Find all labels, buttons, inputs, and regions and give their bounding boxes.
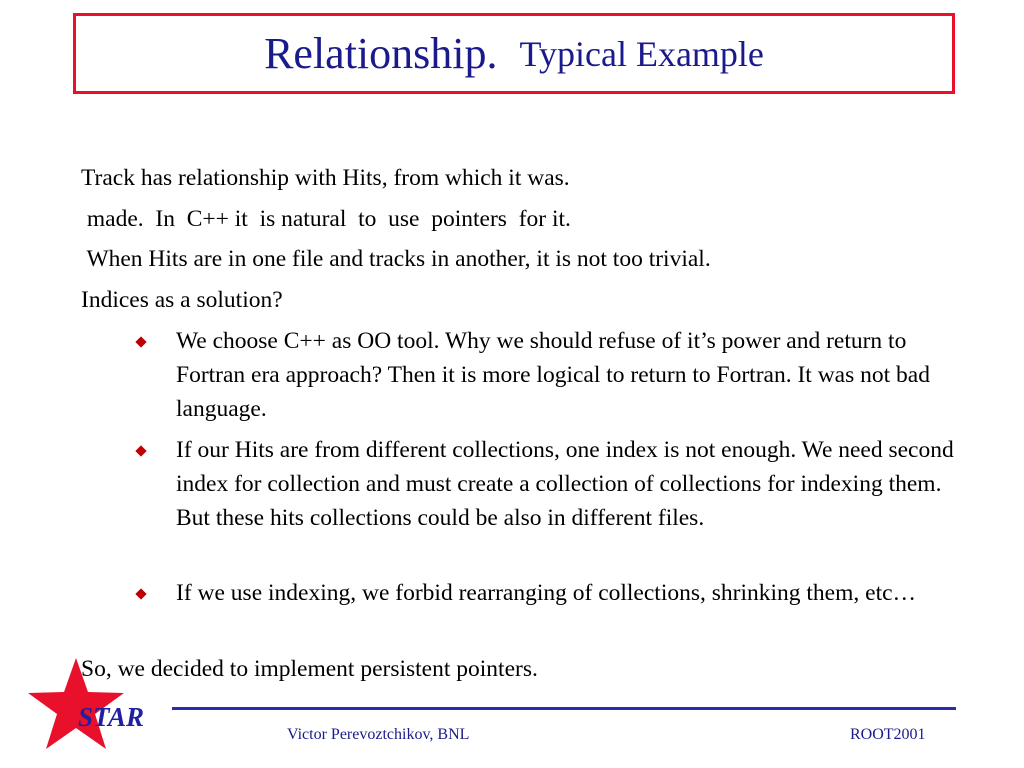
- body-line-2: made. In C++ it is natural to use pointers for it.: [81, 206, 571, 232]
- footer-divider: [172, 707, 956, 710]
- body-line-1: Track has relationship with Hits, from which it was.: [81, 165, 570, 191]
- slide-title: Relationship.: [264, 29, 498, 78]
- star-logo-text: STAR: [78, 702, 145, 732]
- footer-event: ROOT2001: [850, 726, 926, 743]
- body-line-3: When Hits are in one file and tracks in another, it is not too trivial.: [81, 246, 711, 272]
- title-box: [73, 13, 955, 94]
- bullet-item-2: If our Hits are from different collections, one index is not enough. We need second index for collection and must create a collection of collections for indexing them. But these hits collections could be also in different files.: [176, 437, 954, 531]
- slide-subtitle: Typical Example: [519, 33, 764, 74]
- bullet-item-1: We choose C++ as OO tool. Why we should refuse of it’s power and return to Fortran era approach? Then it is more logical to return to Fortran. It was not bad language.: [176, 328, 930, 422]
- conclusion-line: So, we decided to implement persistent pointers.: [81, 656, 538, 682]
- bullet-diamond-icon: [135, 588, 146, 599]
- bullet-item-3: If we use indexing, we forbid rearranging of collections, shrinking them, etc…: [176, 580, 917, 606]
- bullet-diamond-icon: [135, 336, 146, 347]
- footer-author: Victor Perevoztchikov, BNL: [287, 726, 470, 743]
- body-line-4: Indices as a solution?: [81, 287, 283, 313]
- bullet-diamond-icon: [135, 445, 146, 456]
